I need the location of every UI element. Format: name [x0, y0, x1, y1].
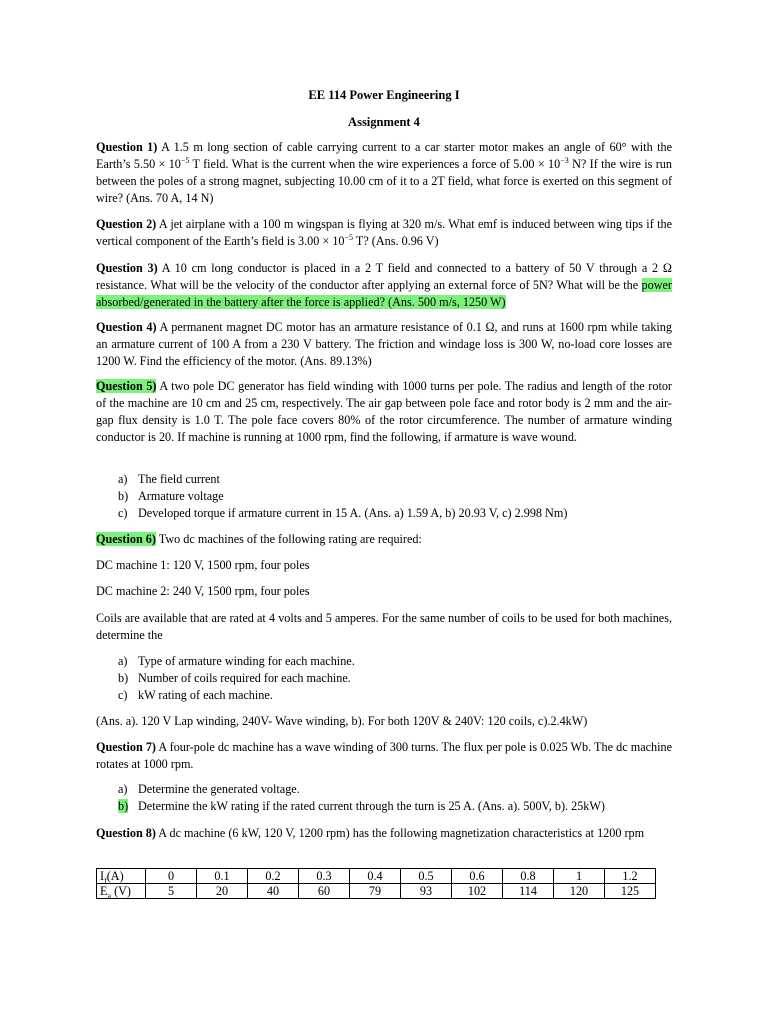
question-7-list	[118, 781, 678, 815]
question-5: Question 5) A two pole DC generator has field winding with 1000 turns per pole. The radius and length of the rotor of the machine are 10 cm and 25 cm, respectively. The air gap between pole face and rotor body is 2 mm and the air-gap flux density is 1.0 T. The pole face covers 80% of the rotor circumference. The number of armature winding conductor is 20. If machine is running at 1000 rpm, find the following, if armature is wave wound.	[96, 379, 672, 444]
table-cell: 0.2	[248, 869, 299, 884]
magnetization-table	[96, 868, 656, 899]
table-cell: 0.4	[350, 869, 401, 884]
row-header-armature-voltage: $E_a$ (V)	[97, 884, 146, 899]
list-item: a) Determine the generated voltage.	[118, 782, 300, 796]
question-1-label: Question 1)	[96, 140, 158, 154]
row-header-field-current: $I_f(A)$	[97, 869, 146, 884]
question-4-label: Question 4)	[96, 320, 157, 334]
table-cell: 79	[350, 884, 401, 899]
question-8-label: Question 8)	[96, 826, 156, 840]
list-item: b) Armature voltage	[118, 489, 224, 503]
list-item: a) Type of armature winding for each machine.	[118, 654, 355, 668]
table-cell: 114	[503, 884, 554, 899]
assignment-title: Assignment 4	[348, 115, 420, 129]
list-item: c) Developed torque if armature current in 15 A. (Ans. a) 1.59 A, b) 20.93 V, c) 2.998 Nm)	[118, 506, 568, 520]
question-6-label: Question 6)	[96, 532, 156, 546]
question-3: Question 3) A 10 cm long conductor is placed in a 2 T field and connected to a battery of 50 V through a 2 Ω resistance. What will be the velocity of the conductor after applying an external force of 5N? What will be the power absorbed/generated in the battery after the force is applied? (Ans. 500 m/s, 1250 W)	[96, 261, 672, 309]
question-4: Question 4) A permanent magnet DC motor has an armature resistance of 0.1 Ω, and runs at 1600 rpm while taking an armature current of 100 A from a 230 V battery. The friction and windage loss is 300 W, no-load core losses are 1200 W. Find the efficiency of the motor. (Ans. 89.13%)	[96, 320, 672, 368]
table-cell: 102	[452, 884, 503, 899]
dc-machine-1: DC machine 1: 120 V, 1500 rpm, four poles	[96, 558, 310, 572]
dc-machine-2: DC machine 2: 240 V, 1500 rpm, four poles	[96, 584, 310, 598]
table-cell: 1	[554, 869, 605, 884]
table-cell: 125	[605, 884, 656, 899]
question-1: Question 1) A 1.5 m long section of cable carrying current to a car starter motor makes an angle of 60° with the Earth’s $5.50 \times 10^{-5}$ T field. What is the current when the wire experiences a force of $5.00 \times 10^{-3}$ N? If the wire is run between the poles of a strong magnet, subjecting 10.00 cm of it to a 2T field, what force is exerted on this segment of wire? (Ans. 70 A, 14 N)	[96, 140, 672, 205]
table-cell: 120	[554, 884, 605, 899]
question-6-list	[118, 653, 678, 704]
table-cell: 0.1	[197, 869, 248, 884]
table-cell: 0.8	[503, 869, 554, 884]
question-3-label: Question 3)	[96, 261, 158, 275]
table-cell: 0	[146, 869, 197, 884]
list-item: a) The field current	[118, 472, 220, 486]
table-cell: 60	[299, 884, 350, 899]
coils-text: Coils are available that are rated at 4 volts and 5 amperes. For the same number of coils to be used for both machines, determine the	[96, 611, 672, 642]
table-cell: 40	[248, 884, 299, 899]
course-title: EE 114 Power Engineering I	[308, 88, 460, 102]
question-7: Question 7) A four-pole dc machine has a wave winding of 300 turns. The flux per pole is 0.025 Wb. The dc machine rotates at 1000 rpm.	[96, 740, 672, 771]
question-5-list	[118, 471, 678, 522]
table-cell: 0.5	[401, 869, 452, 884]
question-6: Question 6) Two dc machines of the following rating are required:	[96, 532, 422, 546]
list-item: b) Determine the kW rating if the rated current through the turn is 25 A. (Ans. a). 500V, b). 25kW)	[118, 799, 605, 813]
question-2: Question 2) A jet airplane with a 100 m wingspan is flying at 320 m/s. What emf is induced between wing tips if the vertical component of the Earth’s field is $3.00 \times 10^{-5}$ T? (Ans. 0.96 V)	[96, 217, 672, 248]
table-cell: 0.3	[299, 869, 350, 884]
table-row	[97, 884, 656, 899]
question-7-label: Question 7)	[96, 740, 156, 754]
table-cell: 1.2	[605, 869, 656, 884]
highlighted-answer: power absorbed/generated in the battery after the force is applied? (Ans. 500 m/s, 1250 W)	[96, 278, 672, 309]
table-cell: 5	[146, 884, 197, 899]
question-2-label: Question 2)	[96, 217, 157, 231]
table-cell: 0.6	[452, 869, 503, 884]
table-row	[97, 869, 656, 884]
table-cell: 20	[197, 884, 248, 899]
question-8: Question 8) A dc machine (6 kW, 120 V, 1200 rpm) has the following magnetization characteristics at 1200 rpm	[96, 826, 645, 840]
list-item: b) Number of coils required for each machine.	[118, 671, 351, 685]
question-5-label: Question 5)	[96, 379, 157, 393]
table-cell: 93	[401, 884, 452, 899]
question-6-answer: (Ans. a). 120 V Lap winding, 240V- Wave winding, b). For both 120V & 240V: 120 coils, c).2.4kW)	[96, 714, 588, 728]
list-item: c) kW rating of each machine.	[118, 688, 273, 702]
